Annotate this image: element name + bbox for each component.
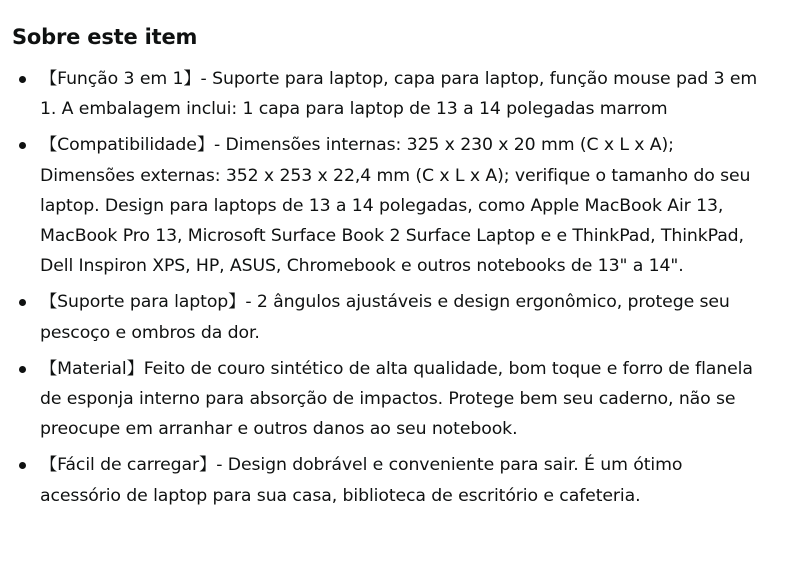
feature-bullet-list [12, 64, 768, 511]
feature-bullet-portability: 【Fácil de carregar】- Design dobrável e conveniente para sair. É um ótimo acessório de laptop para sua casa, biblioteca de escritório e cafeteria. [12, 450, 768, 510]
feature-bullet-function: 【Função 3 em 1】- Suporte para laptop, capa para laptop, função mouse pad 3 em 1. A embalagem inclui: 1 capa para laptop de 13 a 14 polegadas marrom [12, 64, 768, 124]
feature-bullet-compatibility: 【Compatibilidade】- Dimensões internas: 325 x 230 x 20 mm (C x L x A); Dimensões externas: 352 x 253 x 22,4 mm (C x L x A); verifique o tamanho do seu laptop. Design para laptops de 13 a 14 polegadas, como Apple MacBook Air 13, MacBook Pro 13, Microsoft Surface Book 2 Surface Laptop e e ThinkPad, ThinkPad, Dell Inspiron XPS, HP, ASUS, Chromebook e outros notebooks de 13" a 14". [12, 130, 768, 281]
feature-bullet-stand: 【Suporte para laptop】- 2 ângulos ajustáveis e design ergonômico, protege seu pescoço e ombros da dor. [12, 287, 768, 347]
feature-bullet-material: 【Material】Feito de couro sintético de alta qualidade, bom toque e forro de flanela de esponja interno para absorção de impactos. Protege bem seu caderno, não se preocupe em arranhar e outros danos ao seu notebook. [12, 354, 768, 445]
section-title: Sobre este item [12, 25, 198, 49]
